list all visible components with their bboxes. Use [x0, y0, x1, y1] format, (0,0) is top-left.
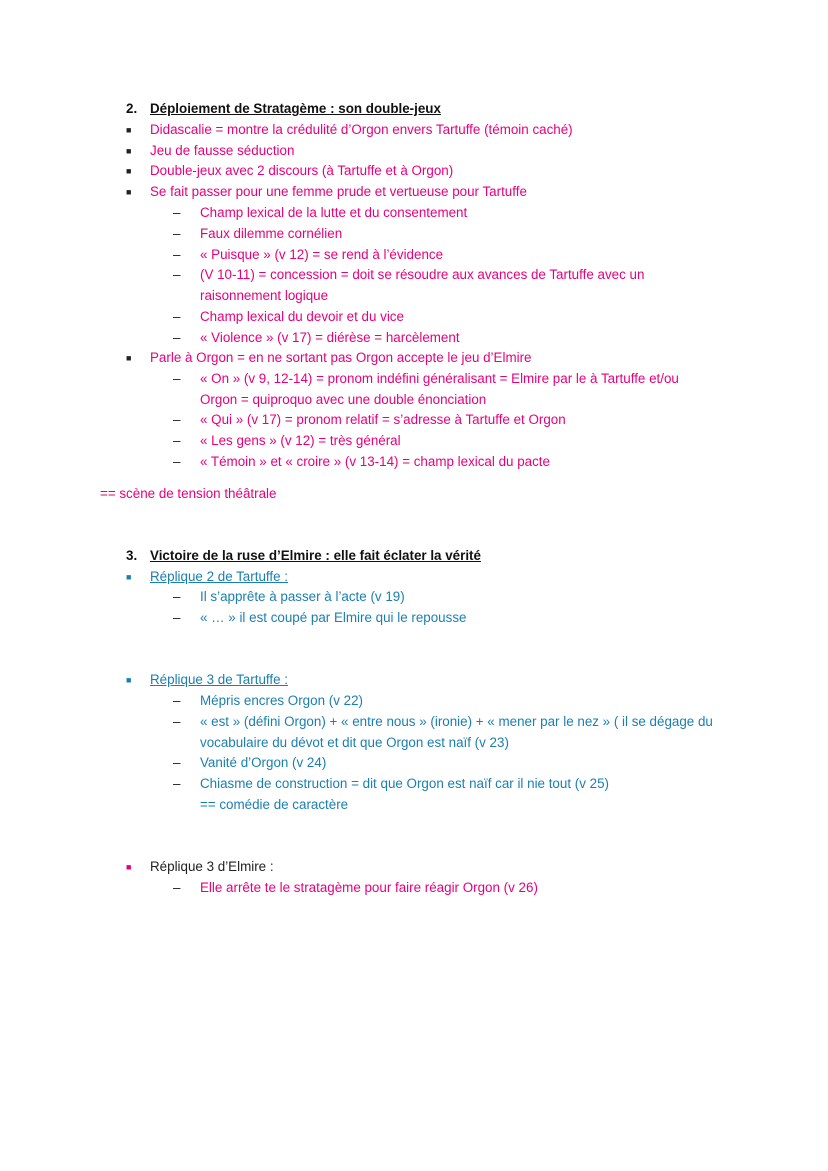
square-bullet-icon: ■ — [126, 675, 132, 685]
reply-3-tartuffe-conclusion: == comédie de caractère — [200, 797, 349, 812]
sub-list-item-text: « Témoin » et « croire » (v 13-14) = champ lexical du pacte — [200, 454, 550, 469]
sub-list-item-text: « Qui » (v 17) = pronom relatif = s’adresse à Tartuffe et Orgon — [200, 412, 566, 427]
list-item-text: Double-jeux avec 2 discours (à Tartuffe et à Orgon) — [150, 163, 454, 178]
square-bullet-icon: ■ — [126, 572, 132, 582]
dash-bullet-icon: – — [173, 309, 181, 324]
sub-list-item — [173, 328, 733, 349]
dash-bullet-icon: – — [173, 714, 181, 729]
list-item — [126, 857, 274, 878]
list-item-text: Didascalie = montre la crédulité d’Orgon envers Tartuffe (témoin caché) — [150, 122, 573, 137]
sub-list-item-text: Chiasme de construction = dit que Orgon est naïf car il nie tout (v 25) — [200, 776, 609, 791]
dash-bullet-icon: – — [173, 693, 181, 708]
section-2-title: Déploiement de Stratagème : son double-jeux — [150, 101, 441, 116]
sub-list-item — [173, 712, 733, 754]
dash-bullet-icon: – — [173, 610, 181, 625]
dash-bullet-icon: – — [173, 205, 181, 220]
reply-2-tartuffe-label: Réplique 2 de Tartuffe : — [150, 569, 288, 584]
dash-bullet-icon: – — [173, 755, 181, 770]
reply-3-elmire-label: Réplique 3 d’Elmire : — [150, 859, 274, 874]
sub-list-item-text: « On » (v 9, 12-14) = pronom indéfini généralisant = Elmire par le à Tartuffe et/ou Orgon = quiproquo avec une double énonciation — [200, 371, 679, 407]
dash-bullet-icon: – — [173, 330, 181, 345]
sub-list-item — [173, 587, 733, 608]
square-bullet-icon: ■ — [126, 125, 132, 135]
square-bullet-icon: ■ — [126, 146, 132, 156]
sub-list-item — [173, 774, 733, 795]
section-2-conclusion: == scène de tension théâtrale — [100, 486, 277, 501]
sub-list-item-text: (V 10-11) = concession = doit se résoudre aux avances de Tartuffe avec un raisonnement logique — [200, 267, 645, 303]
square-bullet-icon: ■ — [126, 187, 132, 197]
list-item-text: Se fait passer pour une femme prude et vertueuse pour Tartuffe — [150, 184, 527, 199]
sub-list-item-text: « Les gens » (v 12) = très général — [200, 433, 401, 448]
dash-bullet-icon: – — [173, 267, 181, 282]
dash-bullet-icon: – — [173, 412, 181, 427]
list-item-text: Jeu de fausse séduction — [150, 143, 295, 158]
sub-list-item — [173, 307, 733, 328]
section-2-number: 2. — [126, 101, 138, 116]
sub-list-item-text: Faux dilemme cornélien — [200, 226, 343, 241]
sub-list-item-text: « Violence » (v 17) = diérèse = harcèlement — [200, 330, 460, 345]
square-bullet-icon: ■ — [126, 166, 132, 176]
sub-list-item-text: « … » il est coupé par Elmire qui le repousse — [200, 610, 467, 625]
list-item — [126, 141, 294, 162]
sub-list-item-text: Mépris encres Orgon (v 22) — [200, 693, 363, 708]
sub-list-item — [173, 431, 733, 452]
dash-bullet-icon: – — [173, 589, 181, 604]
dash-bullet-icon: – — [173, 371, 181, 386]
list-item — [126, 182, 527, 203]
dash-bullet-icon: – — [173, 454, 181, 469]
sub-list-item-text: « est » (défini Orgon) + « entre nous » (ironie) + « mener par le nez » ( il se dégage du vocabulaire du dévot et dit que Orgon est naïf (v 23) — [200, 714, 713, 750]
sub-list-item-text: Champ lexical de la lutte et du consentement — [200, 205, 468, 220]
list-item — [126, 670, 288, 691]
sub-list-item — [173, 369, 713, 411]
section-2-heading — [126, 99, 441, 120]
section-3-title: Victoire de la ruse d’Elmire : elle fait éclater la vérité — [150, 548, 481, 563]
sub-list-item — [173, 245, 733, 266]
square-bullet-icon: ■ — [126, 862, 132, 872]
sub-list-item — [173, 224, 733, 245]
sub-list-item-text: Vanité d’Orgon (v 24) — [200, 755, 327, 770]
sub-list-item — [173, 608, 733, 629]
dash-bullet-icon: – — [173, 880, 181, 895]
sub-list-item-text: Champ lexical du devoir et du vice — [200, 309, 404, 324]
reply-3-tartuffe-label: Réplique 3 de Tartuffe : — [150, 672, 288, 687]
section-3-heading — [126, 546, 481, 567]
sub-list-item-text: Elle arrête te le stratagème pour faire réagir Orgon (v 26) — [200, 880, 538, 895]
sub-list-item — [173, 753, 733, 774]
sub-list-item-text: « Puisque » (v 12) = se rend à l’évidence — [200, 247, 444, 262]
list-item — [126, 161, 453, 182]
dash-bullet-icon: – — [173, 226, 181, 241]
list-item-text: Parle à Orgon = en ne sortant pas Orgon accepte le jeu d’Elmire — [150, 350, 532, 365]
sub-list-item — [173, 410, 733, 431]
sub-list-item — [173, 265, 653, 307]
section-3-number: 3. — [126, 548, 138, 563]
dash-bullet-icon: – — [173, 247, 181, 262]
list-item — [126, 348, 531, 369]
list-item — [126, 567, 288, 588]
square-bullet-icon: ■ — [126, 353, 132, 363]
sub-list-item — [173, 691, 733, 712]
sub-list-item — [173, 203, 733, 224]
sub-list-item — [173, 878, 733, 899]
dash-bullet-icon: – — [173, 433, 181, 448]
list-item — [126, 120, 573, 141]
dash-bullet-icon: – — [173, 776, 181, 791]
sub-list-item-text: Il s’apprête à passer à l’acte (v 19) — [200, 589, 405, 604]
sub-list-item — [173, 452, 733, 473]
